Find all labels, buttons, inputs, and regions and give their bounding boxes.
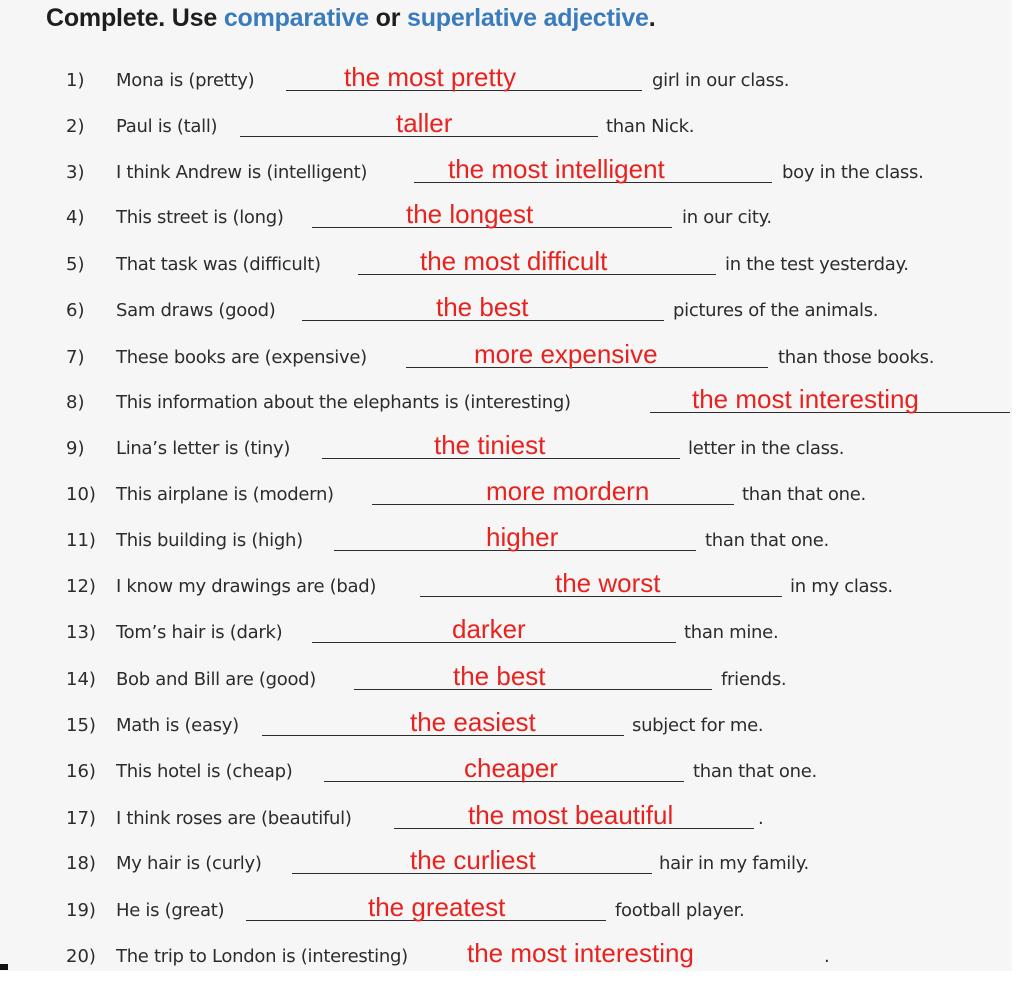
- exercise-row: [0, 428, 1012, 466]
- answer-text: the longest: [406, 199, 534, 229]
- answer-text: the most interesting: [692, 384, 919, 414]
- item-continuation: than those books.: [778, 347, 935, 368]
- item-continuation: subject for me.: [632, 715, 764, 736]
- item-number: 4): [66, 207, 85, 228]
- exercise-row: [0, 843, 1012, 881]
- heading-superlative-adjective: superlative adjective: [407, 4, 649, 32]
- item-number: 6): [66, 300, 85, 321]
- item-continuation: pictures of the animals.: [673, 300, 879, 321]
- item-prompt: That task was (difficult): [116, 254, 321, 275]
- exercise-row: [0, 936, 1012, 971]
- answer-text: more mordern: [486, 476, 650, 506]
- item-continuation: in the test yesterday.: [725, 254, 909, 275]
- item-continuation: football player.: [615, 900, 745, 921]
- exercise-row: [0, 659, 1012, 697]
- answer-text: the best: [453, 661, 546, 691]
- item-continuation: letter in the class.: [688, 438, 845, 459]
- exercise-row: [0, 152, 1012, 190]
- item-number: 12): [66, 576, 96, 597]
- item-prompt: The trip to London is (interesting): [116, 946, 408, 967]
- item-number: 14): [66, 669, 96, 690]
- item-prompt: Tom’s hair is (dark): [116, 622, 283, 643]
- item-prompt: I think Andrew is (intelligent): [116, 162, 368, 183]
- item-number: 20): [66, 946, 96, 967]
- item-continuation: in our city.: [682, 207, 772, 228]
- item-number: 17): [66, 808, 96, 829]
- item-number: 3): [66, 162, 85, 183]
- exercise-row: [0, 474, 1012, 512]
- heading-period: .: [648, 4, 656, 32]
- item-number: 7): [66, 347, 85, 368]
- item-number: 19): [66, 900, 96, 921]
- item-number: 11): [66, 530, 96, 551]
- heading-comparative: comparative: [223, 4, 369, 32]
- worksheet-heading: [46, 4, 656, 33]
- exercise-row: [0, 798, 1012, 836]
- heading-text-2: or: [368, 4, 407, 32]
- answer-text: the most intelligent: [448, 154, 665, 184]
- answer-text: the curliest: [410, 845, 536, 875]
- item-prompt: I think roses are (beautiful): [116, 808, 352, 829]
- item-number: 8): [66, 392, 85, 413]
- exercise-row: [0, 890, 1012, 928]
- item-continuation: girl in our class.: [652, 70, 790, 91]
- answer-text: cheaper: [464, 753, 558, 783]
- answer-text: the tiniest: [434, 430, 546, 460]
- exercise-row: [0, 290, 1012, 328]
- answer-text: the easiest: [410, 707, 536, 737]
- answer-text: taller: [396, 108, 453, 138]
- item-prompt: This building is (high): [116, 530, 303, 551]
- item-continuation: friends.: [721, 669, 787, 690]
- item-continuation: .: [758, 808, 764, 829]
- answer-text: higher: [486, 522, 559, 552]
- item-continuation: than Nick.: [606, 116, 695, 137]
- exercise-row: [0, 197, 1012, 235]
- answer-text: darker: [452, 614, 526, 644]
- exercise-row: [0, 60, 1012, 98]
- exercise-row: [0, 244, 1012, 282]
- item-number: 15): [66, 715, 96, 736]
- exercise-row: [0, 612, 1012, 650]
- answer-text: the greatest: [368, 892, 506, 922]
- item-prompt: My hair is (curly): [116, 853, 262, 874]
- item-prompt: Mona is (pretty): [116, 70, 255, 91]
- item-number: 5): [66, 254, 85, 275]
- item-number: 1): [66, 70, 85, 91]
- item-prompt: This hotel is (cheap): [116, 761, 293, 782]
- answer-text: the most difficult: [420, 246, 608, 276]
- exercise-row: [0, 337, 1012, 375]
- answer-text: more expensive: [474, 339, 658, 369]
- item-number: 18): [66, 853, 96, 874]
- exercise-row: [0, 566, 1012, 604]
- answer-text: the worst: [555, 568, 661, 598]
- item-continuation: boy in the class.: [782, 162, 924, 183]
- item-continuation: hair in my family.: [659, 853, 809, 874]
- item-prompt: Lina’s letter is (tiny): [116, 438, 291, 459]
- item-prompt: This street is (long): [116, 207, 284, 228]
- exercise-row: [0, 106, 1012, 144]
- answer-text: the most beautiful: [468, 800, 674, 830]
- item-number: 16): [66, 761, 96, 782]
- item-prompt: I know my drawings are (bad): [116, 576, 377, 597]
- edge-mark: [0, 964, 8, 970]
- item-prompt: He is (great): [116, 900, 225, 921]
- answer-text: the most pretty: [344, 62, 516, 92]
- heading-text-1: Complete. Use: [46, 4, 224, 32]
- item-continuation: than that one.: [693, 761, 817, 782]
- exercise-row: [0, 382, 1012, 420]
- item-continuation: than that one.: [742, 484, 866, 505]
- item-number: 9): [66, 438, 85, 459]
- item-prompt: Math is (easy): [116, 715, 239, 736]
- item-prompt: These books are (expensive): [116, 347, 367, 368]
- item-number: 10): [66, 484, 96, 505]
- item-prompt: This information about the elephants is (interesting): [116, 392, 571, 413]
- item-prompt: Paul is (tall): [116, 116, 218, 137]
- item-number: 13): [66, 622, 96, 643]
- item-continuation: .: [824, 946, 830, 967]
- exercise-row: [0, 705, 1012, 743]
- item-prompt: Sam draws (good): [116, 300, 276, 321]
- item-prompt: This airplane is (modern): [116, 484, 334, 505]
- item-continuation: than that one.: [705, 530, 829, 551]
- item-prompt: Bob and Bill are (good): [116, 669, 317, 690]
- item-continuation: than mine.: [684, 622, 779, 643]
- item-number: 2): [66, 116, 85, 137]
- item-continuation: in my class.: [790, 576, 893, 597]
- answer-text: the most interesting: [467, 938, 694, 968]
- exercise-row: [0, 751, 1012, 789]
- exercise-row: [0, 520, 1012, 558]
- answer-text: the best: [436, 292, 529, 322]
